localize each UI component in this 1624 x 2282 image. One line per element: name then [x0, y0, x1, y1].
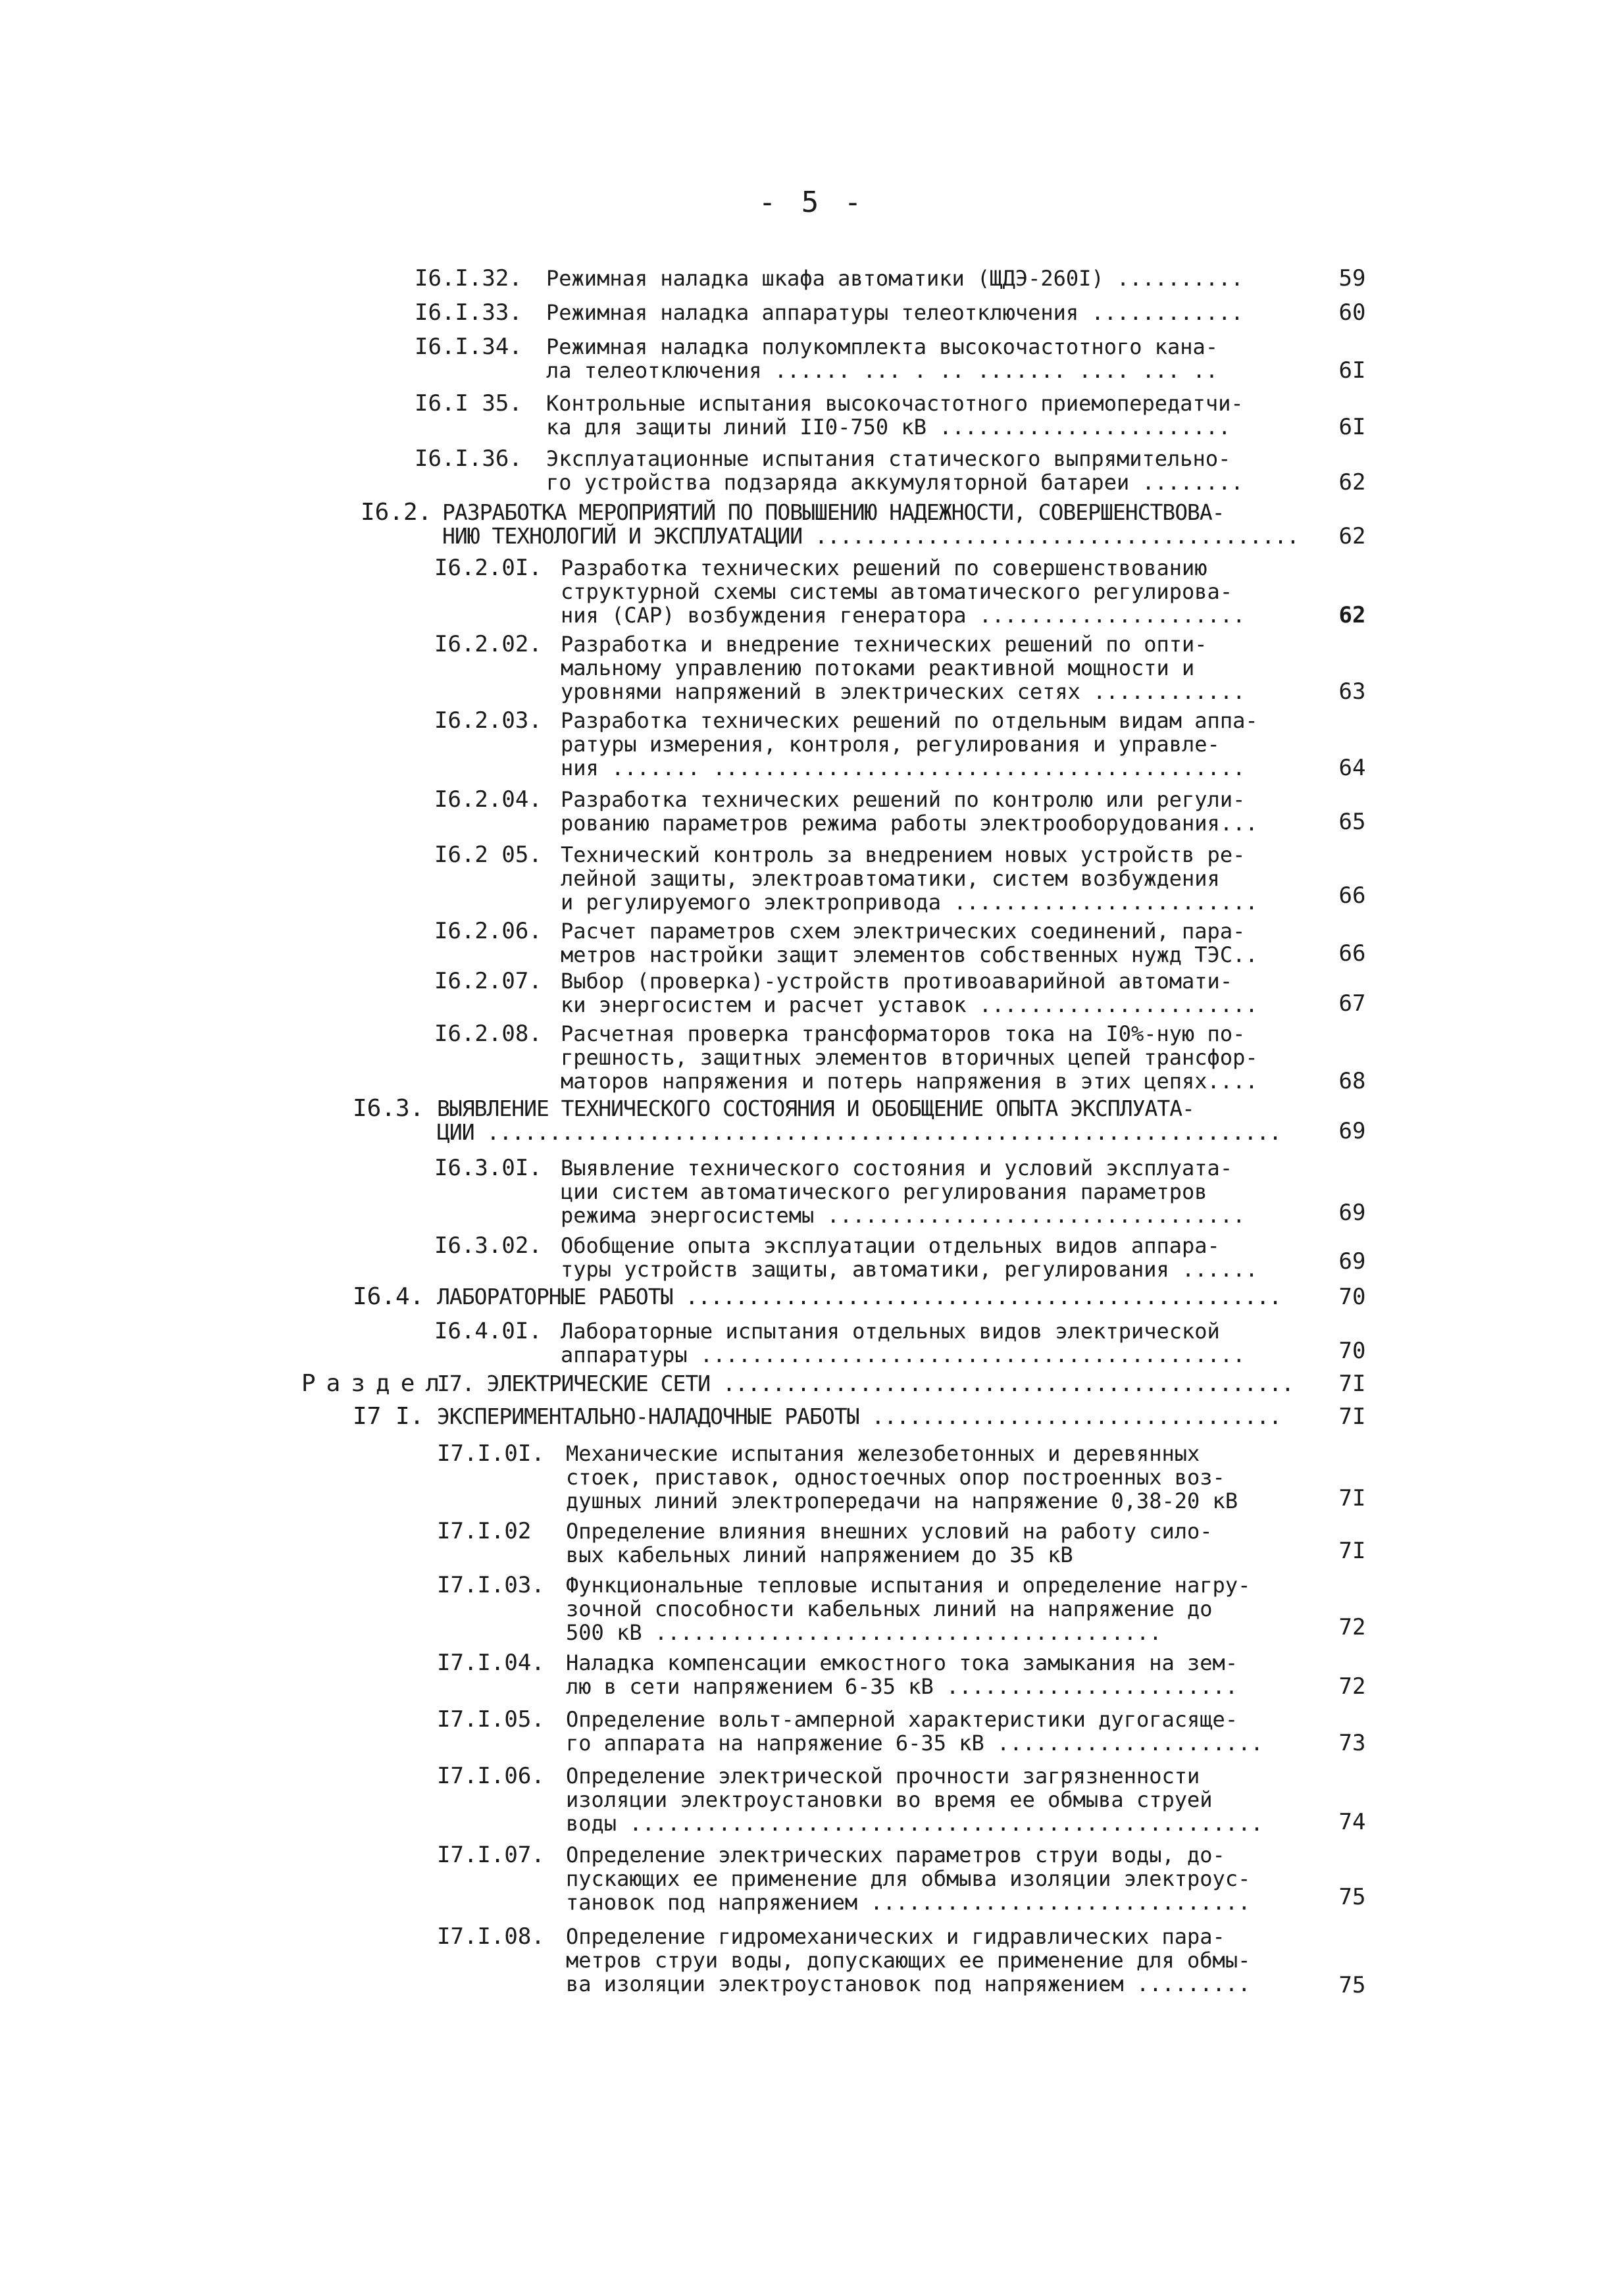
entry-title: Контрольные испытания высокочастотного приемопередатчи- ка для защиты линий II0-750 кВ ....................... [546, 391, 1244, 440]
entry-title: Определение гидромеханических и гидравлических пара- метров струи воды, допускающих ее применение для обмы- ва изоляции электроустановок под напряжением ......... [566, 1924, 1251, 1996]
section-number: I7 I. [353, 1403, 424, 1430]
entry-number: I6.I.36. [415, 445, 522, 472]
entry-page: 72 [1338, 1614, 1366, 1640]
toc-entry [0, 1573, 1624, 1650]
entry-number: I6.2.06. [434, 918, 542, 944]
toc-section [0, 1405, 1624, 1434]
entry-number: I6.2.07. [434, 968, 542, 994]
entry-page: 62 [1338, 469, 1366, 495]
entry-number: I7.I.05. [437, 1706, 545, 1733]
entry-page: 69 [1338, 1200, 1366, 1226]
entry-page: 68 [1338, 1068, 1366, 1094]
entry-number: I6.I.33. [415, 299, 522, 326]
page-number: - 5 - [758, 186, 866, 219]
toc-entry [0, 1651, 1624, 1704]
toc-entry [0, 392, 1624, 444]
entry-number: I7.I.03. [437, 1572, 545, 1598]
toc-entry [0, 969, 1624, 1022]
toc-entry [0, 1764, 1624, 1840]
entry-page: 66 [1338, 882, 1366, 909]
toc-entry [0, 843, 1624, 919]
entry-page: 7I [1338, 1404, 1366, 1430]
entry-title: Механические испытания железобетонных и деревянных стоек, приставок, одностоечных опор построенных воз- душных линий электропередачи на напряжение 0,38-20 кВ [566, 1441, 1238, 1513]
toc-entry [0, 1319, 1624, 1372]
entry-title: Обобщение опыта эксплуатации отдельных видов аппара- туры устройств защиты, автоматики, регулирования ...... [561, 1233, 1258, 1282]
entry-title: Режимная наладка шкафа автоматики (ЩДЭ-260I) .......... [546, 266, 1244, 291]
toc-part [0, 1372, 1624, 1401]
entry-title: Определение вольт-амперной характеристики дугогасяще- го аппарата на напряжение 6-35 кВ ..................... [566, 1707, 1263, 1756]
toc-section [0, 1097, 1624, 1150]
entry-page: 75 [1338, 1884, 1366, 1910]
section-title: ВЫЯВЛЕНИЕ ТЕХНИЧЕСКОГО СОСТОЯНИЯ И ОБОБЩЕНИЕ ОПЫТА ЭКСПЛУАТА- ЦИИ ................................................................ [437, 1096, 1282, 1145]
entry-number: I6.I.34. [415, 334, 522, 360]
entry-page: 7I [1338, 1371, 1366, 1397]
entry-number: I6.I 35. [415, 390, 522, 417]
entry-title: Расчетная проверка трансформаторов тока на I0%-ную по- грешность, защитных элементов вторичных цепей трансфор- маторов напряжения и потерь напряжения в этих цепях.... [561, 1021, 1258, 1094]
toc-entry [0, 335, 1624, 388]
entry-number: I7.I.02 [437, 1518, 532, 1544]
entry-title: Расчет параметров схем электрических соединений, пара- метров настройки защит элементов собственных нужд ТЭС.. [561, 919, 1258, 967]
entry-number: I7.I.06. [437, 1763, 545, 1789]
entry-page: 74 [1338, 1809, 1366, 1835]
entry-title: Эксплуатационные испытания статического выпрямительно- го устройства подзаряда аккумуляторной батареи ........ [546, 446, 1244, 495]
section-title: ЭКСПЕРИМЕНТАЛЬНО-НАЛАДОЧНЫЕ РАБОТЫ ................................. [437, 1404, 1282, 1429]
toc-entry [0, 788, 1624, 840]
toc-entry [0, 1022, 1624, 1098]
entry-page: 72 [1338, 1673, 1366, 1700]
toc-entry [0, 709, 1624, 785]
toc-entry [0, 266, 1624, 295]
section-number: I6.3. [353, 1095, 424, 1122]
entry-number: I6.2.04. [434, 786, 542, 813]
toc-entry [0, 301, 1624, 330]
entry-page: 7I [1338, 1538, 1366, 1564]
entry-page: 70 [1338, 1284, 1366, 1310]
entry-page: 69 [1338, 1248, 1366, 1275]
entry-page: 69 [1338, 1118, 1366, 1144]
toc-entry [0, 1519, 1624, 1572]
entry-page: 60 [1338, 299, 1366, 326]
part-label: Раздел [301, 1370, 451, 1397]
entry-title: Разработка технических решений по контролю или регули- рованию параметров режима работы электрооборудования... [561, 787, 1258, 836]
toc-section [0, 501, 1624, 553]
toc-entry [0, 1442, 1624, 1518]
entry-number: I7.I.0I. [437, 1440, 545, 1467]
toc-entry [0, 1234, 1624, 1286]
entry-number: I6.2.02. [434, 631, 542, 657]
entry-title: Определение электрической прочности загрязненности изоляции электроустановки во время ее обмыва струей воды .................................................. [566, 1763, 1263, 1836]
section-number: I6.2. [361, 499, 432, 526]
section-title: РАЗРАБОТКА МЕРОПРИЯТИЙ ПО ПОВЫШЕНИЮ НАДЕЖНОСТИ, СОВЕРШЕНСТВОВА- НИЮ ТЕХНОЛОГИЙ И ЭКСПЛУАТАЦИИ ....................................... [442, 499, 1299, 549]
entry-title: Режимная наладка полукомплекта высокочастотного кана- ла телеотключения ...... ... . .. ....... .... ... .. [546, 334, 1219, 383]
entry-number: I6.2.08. [434, 1021, 542, 1047]
entry-page: 59 [1338, 265, 1366, 292]
toc-entry [0, 1843, 1624, 1919]
toc-entry [0, 1708, 1624, 1760]
entry-title: Определение влияния внешних условий на работу сило- вых кабельных линий напряжением до 35 кВ [566, 1519, 1213, 1567]
entry-page: 63 [1338, 678, 1366, 705]
entry-title: Лабораторные испытания отдельных видов электрической аппаратуры ........................................... [561, 1319, 1246, 1367]
entry-number: I7.I.04. [437, 1650, 545, 1676]
toc-entry [0, 1925, 1624, 2001]
part-title: I7. ЭЛЕКТРИЧЕСКИЕ СЕТИ .............................................. [437, 1371, 1294, 1396]
entry-number: I7.I.07. [437, 1842, 545, 1868]
toc-entry [0, 556, 1624, 632]
section-number: I6.4. [353, 1283, 424, 1310]
entry-title: Технический контроль за внедрением новых устройств ре- лейной защиты, электроавтоматики, систем возбуждения и регулируемого электропривода ........................ [561, 842, 1258, 915]
entry-page: 6I [1338, 414, 1366, 440]
entry-title: Режимная наладка аппаратуры телеотключения ............ [546, 300, 1244, 325]
entry-number: I6.2.0I. [434, 555, 542, 581]
entry-page: 67 [1338, 990, 1366, 1017]
toc-entry [0, 1156, 1624, 1232]
entry-page: 66 [1338, 940, 1366, 967]
entry-page: 62 [1338, 523, 1366, 549]
toc-entry [0, 919, 1624, 972]
entry-number: I6.I.32. [415, 265, 522, 292]
entry-page: 62 [1338, 602, 1366, 628]
entry-title: Разработка и внедрение технических решений по опти- мальному управлению потоками реактивной мощности и уровнями напряжений в электрических сетях ............ [561, 632, 1246, 704]
toc-entry [0, 447, 1624, 499]
entry-page: 7I [1338, 1485, 1366, 1511]
entry-number: I6.3.0I. [434, 1155, 542, 1181]
entry-title: Наладка компенсации емкостного тока замыкания на зем- лю в сети напряжением 6-35 кВ ....................... [566, 1650, 1238, 1699]
entry-page: 73 [1338, 1730, 1366, 1756]
entry-title: Определение электрических параметров струи воды, до- пускающих ее применение для обмыва изоляции электроус- тановок под напряжением .............................. [566, 1842, 1251, 1915]
entry-title: Разработка технических решений по отдельным видам аппа- ратуры измерения, контроля, регулирования и управле- ния ....... .......................................... [561, 708, 1258, 780]
entry-title: Разработка технических решений по совершенствованию структурной схемы системы автоматического регулирова- ния (САР) возбуждения генератора ..................... [561, 555, 1246, 628]
toc-entry [0, 632, 1624, 709]
entry-number: I6.2.03. [434, 707, 542, 734]
entry-page: 6I [1338, 357, 1366, 384]
entry-page: 64 [1338, 755, 1366, 781]
entry-page: 65 [1338, 809, 1366, 835]
entry-page: 75 [1338, 1972, 1366, 1998]
entry-page: 70 [1338, 1338, 1366, 1364]
entry-number: I6.3.02. [434, 1232, 542, 1259]
entry-title: Выявление технического состояния и условий эксплуата- ции систем автоматического регулирования параметров режима энергосистемы ................................. [561, 1155, 1246, 1228]
entry-title: Функциональные тепловые испытания и определение нагру- зочной способности кабельных линий на напряжение до 500 кВ ........................................ [566, 1573, 1251, 1645]
entry-title: Выбор (проверка)-устройств противоаварийной автомати- ки энергосистем и расчет уставок ...................... [561, 969, 1258, 1017]
entry-number: I6.4.0I. [434, 1318, 542, 1344]
section-title: ЛАБОРАТОРНЫЕ РАБОТЫ ................................................ [437, 1284, 1282, 1309]
entry-number: I6.2 05. [434, 842, 542, 868]
toc-section [0, 1285, 1624, 1314]
entry-number: I7.I.08. [437, 1923, 545, 1950]
